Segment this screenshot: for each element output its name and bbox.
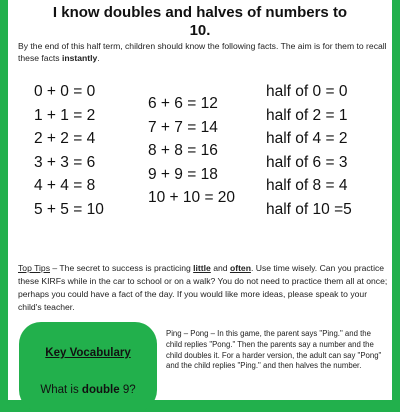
intro-paragraph: [18, 40, 390, 64]
vocab-question-start: What is: [40, 384, 82, 396]
tips-label: Top Tips: [18, 263, 51, 273]
info-sheet: [8, 0, 392, 400]
fact-item: half of 6 = 3: [266, 153, 348, 171]
page-title: [8, 4, 392, 40]
tips-text-2: and: [210, 263, 230, 273]
halves-column: [266, 80, 352, 221]
ping-pong-game-text: Ping – Pong – In this game, the parent says "Ping." and the child replies "Pong." Then the parents say a number and the child doubles it. For a harder version, the adult can say "Pong" and the child replies "Ping." and then halves the number.: [166, 329, 382, 371]
intro-emphasis: instantly: [61, 53, 98, 63]
fact-item: 1 + 1 = 2: [34, 106, 96, 124]
fact-item: 4 + 4 = 8: [34, 177, 96, 194]
fact-item: 5 + 5 = 10: [34, 200, 104, 218]
vocab-heading: Key Vocabulary: [45, 347, 131, 359]
vocab-question-bold: double: [81, 384, 120, 396]
fact-item: 3 + 3 = 6: [34, 153, 96, 171]
top-tips-paragraph: [18, 262, 390, 314]
tips-text-3: . Use time wisely. Can you practice these KIRFs while in the car to school or on a walk? You do not need to practice them all at once; perhaps you could have a fact of the day. If you would like more ideas, please speak to your child's teacher.: [18, 263, 388, 312]
fact-item: half of 4 = 2: [266, 130, 348, 147]
fact-item: 0 + 0 = 0: [34, 83, 96, 100]
tips-text-1: – The secret to success is practicing: [50, 263, 194, 273]
title-line-1: I know doubles and halves of numbers to: [52, 4, 348, 21]
fact-item: half of 0 = 0: [266, 83, 348, 100]
fact-item: 2 + 2 = 4: [34, 130, 96, 147]
fact-item: 9 + 9 = 18: [148, 165, 218, 183]
fact-item: half of 8 = 4: [266, 177, 348, 194]
fact-item: half of 10 =5: [266, 200, 352, 218]
tips-word-little: little: [193, 263, 211, 273]
fact-item: 7 + 7 = 14: [148, 118, 218, 136]
key-vocabulary-box: [19, 322, 157, 412]
title-line-2: 10.: [189, 22, 211, 39]
fact-item: 8 + 8 = 16: [148, 142, 218, 159]
fact-item: 10 + 10 = 20: [148, 189, 236, 206]
vocab-question: [19, 384, 157, 396]
vocab-question-end: 9?: [119, 384, 136, 396]
intro-text: By the end of this half term, children should know the following facts. The aim is for them to recall these facts: [18, 41, 387, 63]
fact-item: 6 + 6 = 12: [148, 95, 218, 112]
doubles-column-1: [34, 80, 104, 221]
tips-word-often: often: [229, 263, 251, 273]
intro-end: .: [97, 53, 100, 63]
doubles-column-2: [148, 92, 235, 210]
fact-item: half of 2 = 1: [266, 106, 348, 124]
